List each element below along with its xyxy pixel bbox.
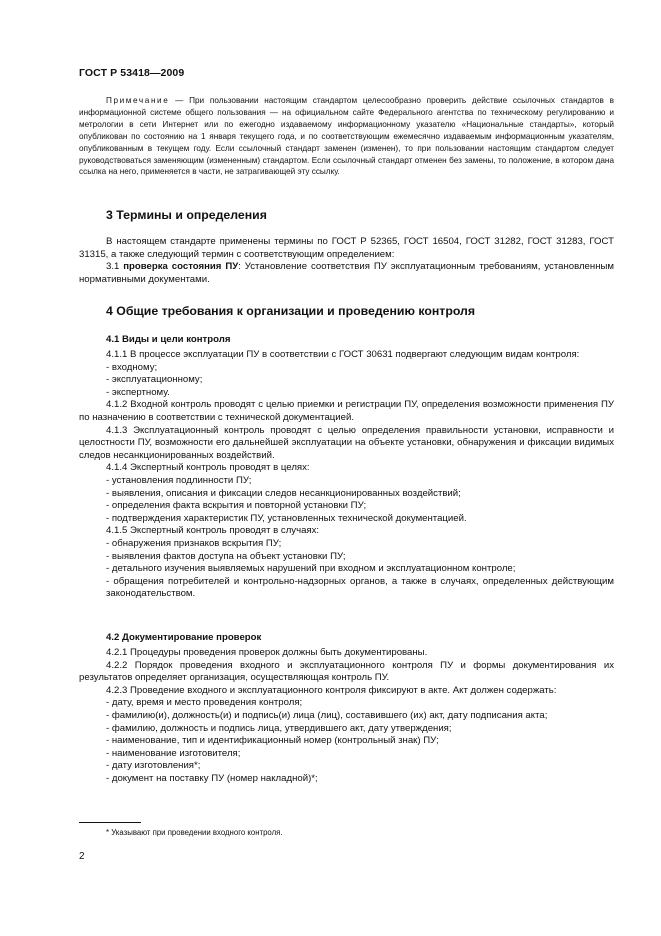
- list-item: - фамилию, должность и подпись лица, утвердившего акт, дату утверждения;: [106, 722, 452, 734]
- clause-4-1-1: 4.1.1 В процессе эксплуатации ПУ в соответствии с ГОСТ 30631 подвергают следующим видам контроля:: [106, 349, 580, 360]
- note-block: [79, 95, 614, 178]
- section-3-intro: В настоящем стандарте применены термины по ГОСТ Р 52365, ГОСТ 16504, ГОСТ 31282, ГОСТ 31283, ГОСТ 31315, а также следующий термин с соответствующим определением:: [79, 236, 614, 260]
- list-item: - наименование, тип и идентификационный номер (контрольный знак) ПУ;: [106, 735, 439, 747]
- section-4-heading: 4 Общие требования к организации и проведению контроля: [106, 304, 476, 318]
- list-item: - входному;: [106, 361, 158, 373]
- list-item: - обнаружения признаков вскрытия ПУ;: [106, 537, 282, 549]
- list-item: - эксплуатационному;: [106, 374, 203, 386]
- standard-header: ГОСТ Р 53418—2009: [79, 67, 185, 79]
- list-item: - установления подлинности ПУ;: [106, 474, 252, 486]
- section-3-body: [79, 236, 614, 286]
- list-item: - детального изучения выявляемых нарушений при входном и эксплуатационном контроле;: [106, 563, 516, 575]
- clause-4-1-3: 4.1.3 Эксплуатационный контроль проводят с целью определения правильности установки, исправности и целостности ПУ, возможности его дальнейшей эксплуатации на объекте установки, обнаружения и фиксации видимых следов несанкционированных воздействий.: [79, 424, 614, 461]
- note-text: — При пользовании настоящим стандартом целесообразно проверить действие ссылочных стандартов в информационной системе общего пользования — на официальном сайте Федерального агентства по техническому регулированию и метрологии в сети Интернет или по ежегодно издаваемому информационному указателю «Национальные стандарты», который опубликован по состоянию на 1 января текущего года, и по соответствующим ежемесячно издаваемым информационным указателям, опубликованным в текущем году. Если ссылочный стандарт заменен (изменен), то при пользовании настоящим стандартом следует руководствоваться заменяющим (измененным) стандартом. Если ссылочный стандарт отменен без замены, то положение, в котором дана ссылка на него, применяется в части, не затрагивающей эту ссылку.: [79, 96, 614, 177]
- clause-4-1-5: 4.1.5 Экспертный контроль проводят в случаях:: [106, 525, 320, 537]
- subsection-4-2-body: [79, 647, 614, 786]
- list-item: - выявления фактов доступа на объект установки ПУ;: [106, 550, 346, 562]
- list-item: - наименование изготовителя;: [106, 747, 241, 759]
- footnote: * Указывают при проведении входного контроля.: [106, 828, 283, 837]
- list-item: - документ на поставку ПУ (номер накладной)*;: [106, 772, 318, 784]
- subsection-4-1-heading: 4.1 Виды и цели контроля: [106, 334, 231, 345]
- clause-4-2-1: 4.2.1 Процедуры проведения проверок должны быть документированы.: [106, 647, 428, 658]
- list-item: - подтверждения характеристик ПУ, установленных технической документацией.: [106, 512, 467, 524]
- list-item: - выявления, описания и фиксации следов несанкционированных воздействий;: [106, 487, 461, 499]
- clause-4-2-2: 4.2.2 Порядок проведения входного и эксплуатационного контроля ПУ и формы документирования их результатов определяет организация, осуществляющая контроль ПУ.: [79, 659, 614, 684]
- clause-4-1-4: 4.1.4 Экспертный контроль проводят в целях:: [106, 462, 310, 474]
- list-item: - фамилию(и), должность(и) и подпись(и) лица (лиц), составившего (их) акт, дату подписания акта;: [106, 709, 548, 721]
- footnote-divider: [79, 822, 141, 823]
- term-definition: [79, 261, 614, 286]
- clause-4-2-3: 4.2.3 Проведение входного и эксплуатационного контроля фиксируют в акте. Акт должен содержать:: [106, 684, 557, 696]
- term-number: 3.1: [106, 261, 124, 273]
- term-text: : Установление соответствия ПУ эксплуатационным требованиям, установленным нормативными документами.: [79, 261, 614, 285]
- list-item: - определения факта вскрытия и повторной установки ПУ;: [106, 500, 367, 512]
- page-number: 2: [79, 851, 85, 862]
- note-paragraph: [79, 95, 614, 178]
- note-label: Примечание: [106, 96, 170, 105]
- term-name: проверка состояния ПУ: [123, 261, 239, 273]
- clause-4-1-2: 4.1.2 Входной контроль проводят с целью приемки и регистрации ПУ, определения возможности применения ПУ по назначению в соответствии с технической документацией.: [79, 399, 614, 423]
- list-item: - дату изготовления*;: [106, 760, 201, 772]
- list-item: - экспертному.: [106, 386, 170, 398]
- section-3-heading: 3 Термины и определения: [106, 208, 267, 222]
- subsection-4-2-heading: 4.2 Документирование проверок: [106, 632, 262, 643]
- list-item: - обращения потребителей и контрольно-надзорных органов, а также в случаях, определенных действующим законодательством.: [106, 575, 614, 600]
- subsection-4-1-body: [79, 349, 614, 601]
- list-item: - дату, время и место проведения контроля;: [106, 697, 303, 709]
